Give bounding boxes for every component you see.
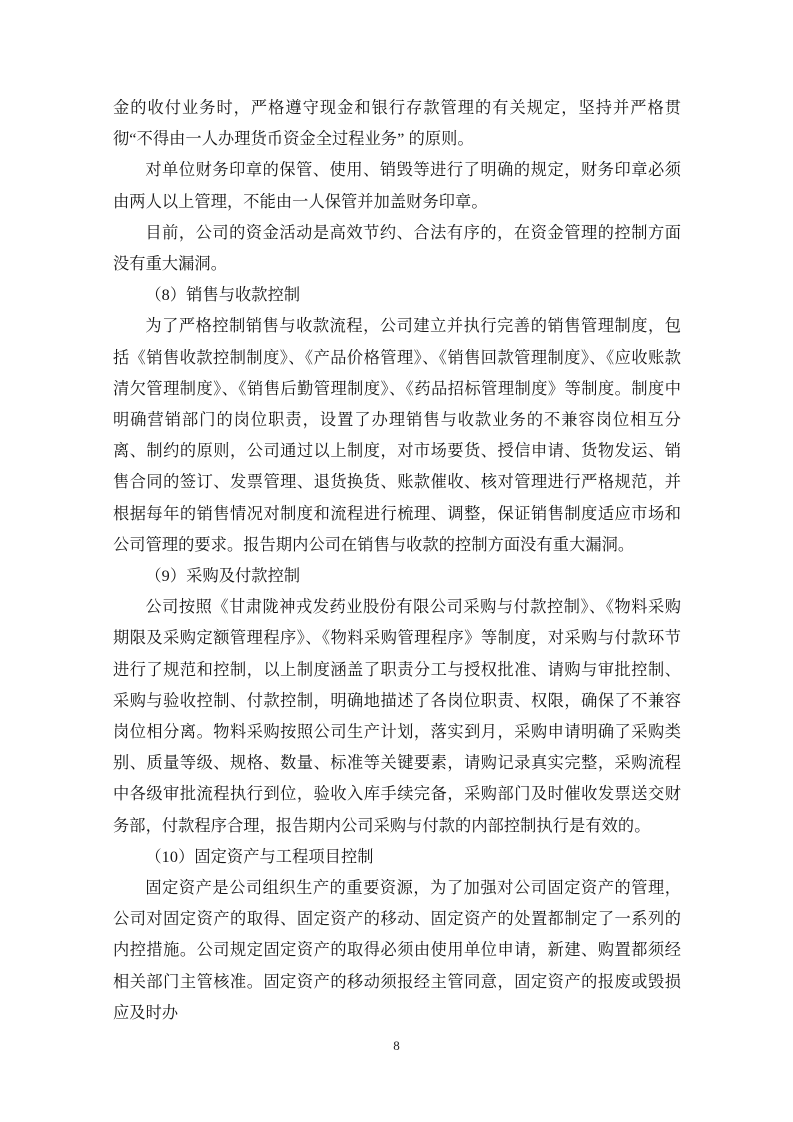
- paragraph: 对单位财务印章的保管、使用、销毁等进行了明确的规定，财务印章必须由两人以上管理，不能由一人保管并加盖财务印章。: [113, 161, 681, 211]
- paragraph-continuation: 金的收付业务时，严格遵守现金和银行存款管理的有关规定，坚持并严格贯彻“不得由一人办理货币资金全过程业务” 的原则。: [113, 99, 681, 149]
- paragraph: 公司按照《甘肃陇神戎发药业股份有限公司采购与付款控制》、《物料采购期限及采购定额管理程序》、《物料采购管理程序》等制度，对采购与付款环节进行了规范和控制，以上制度涵盖了职责分工与授权批准、请购与审批控制、采购与验收控制、付款控制，明确地描述了各岗位职责、权限，确保了不兼容岗位相分离。物料采购按照公司生产计划，落实到月，采购申请明确了采购类别、质量等级、规格、数量、标准等关键要素，请购记录真实完整，采购流程中各级审批流程执行到位，验收入库手续完备，采购部门及时催收发票送交财务部，付款程序合理，报告期内公司采购与付款的内部控制执行是有效的。: [113, 598, 681, 835]
- section-heading-10: （10）固定资产与工程项目控制: [145, 847, 374, 866]
- page-body-text: [113, 93, 681, 1029]
- section-heading-9: （9）采购及付款控制: [145, 567, 301, 586]
- paragraph: 固定资产是公司组织生产的重要资源，为了加强对公司固定资产的管理，公司对固定资产的取得、固定资产的移动、固定资产的处置都制定了一系列的内控措施。公司规定固定资产的取得必须由使用单位申请，新建、购置都须经相关部门主管核准。固定资产的移动须报经主管同意，固定资产的报废或毁损应及时办: [113, 879, 681, 1022]
- paragraph: 为了严格控制销售与收款流程，公司建立并执行完善的销售管理制度，包括《销售收款控制制度》、《产品价格管理》、《销售回款管理制度》、《应收账款清欠管理制度》、《销售后勤管理制度》、《药品招标管理制度》等制度。制度中明确营销部门的岗位职责，设置了办理销售与收款业务的不兼容岗位相互分离、制约的原则，公司通过以上制度，对市场要货、授信申请、货物发运、销售合同的签订、发票管理、退货换货、账款催收、核对管理进行严格规范，并根据每年的销售情况对制度和流程进行梳理、调整，保证销售制度适应市场和公司管理的要求。报告期内公司在销售与收款的控制方面没有重大漏洞。: [113, 317, 681, 554]
- section-heading-8: （8）销售与收款控制: [145, 286, 301, 305]
- page-number: 8: [393, 1038, 400, 1053]
- paragraph: 目前，公司的资金活动是高效节约、合法有序的，在资金管理的控制方面没有重大漏洞。: [113, 223, 681, 274]
